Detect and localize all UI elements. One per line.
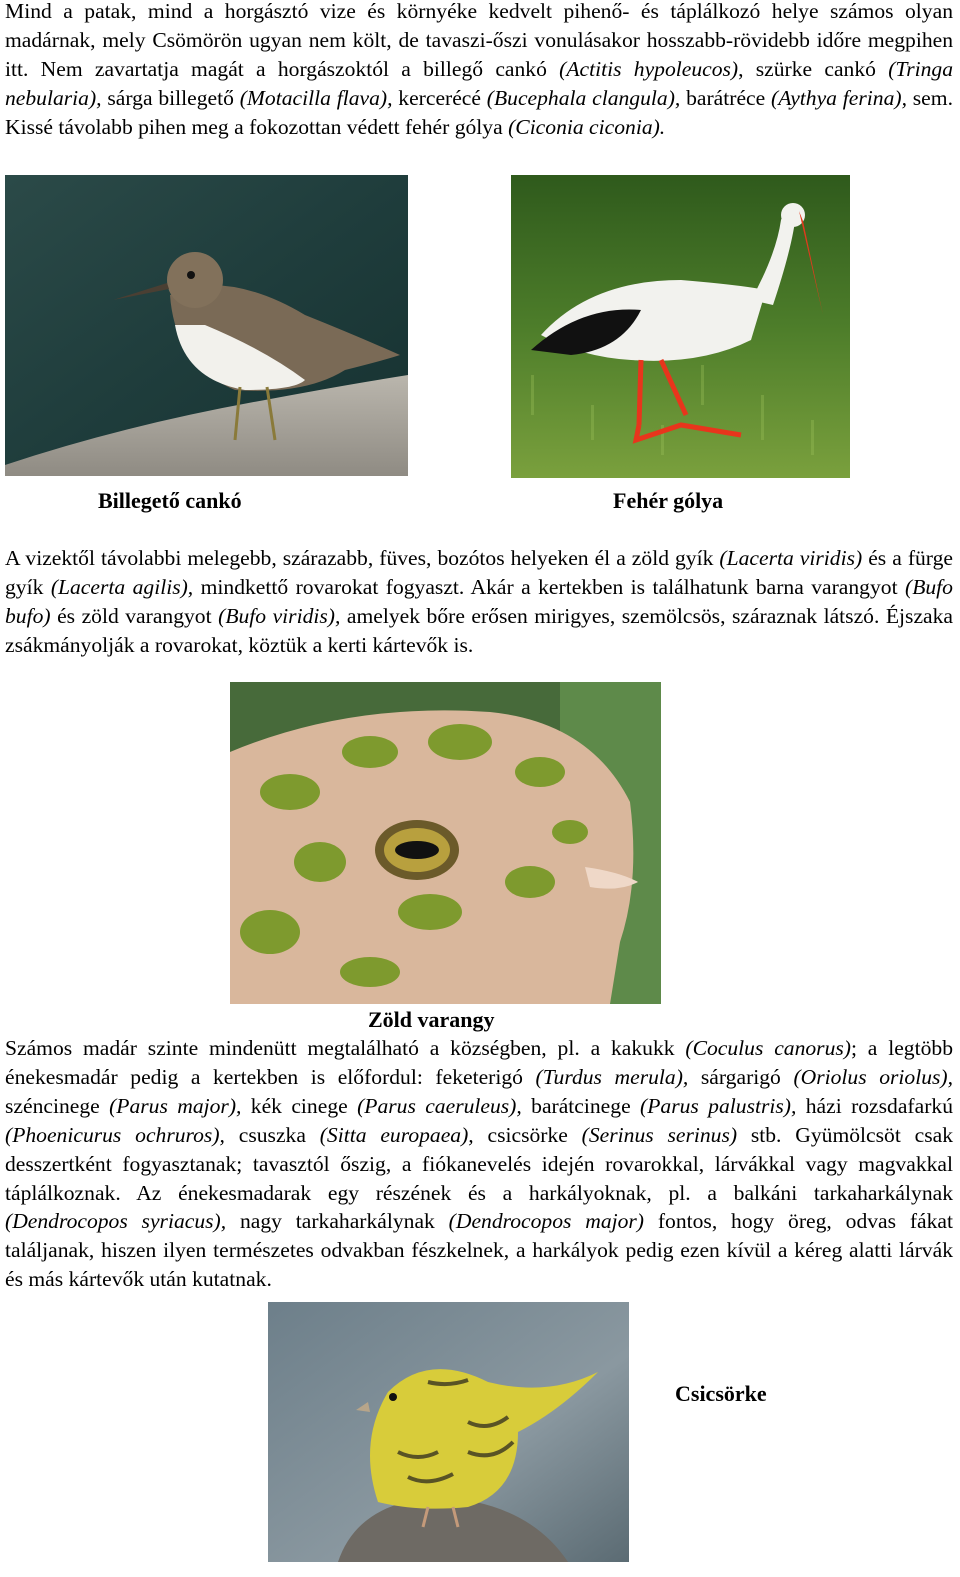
scientific-name: (Actitis hypoleucos) <box>559 56 739 81</box>
scientific-name: (Tringa nebularia), <box>5 56 953 110</box>
scientific-name: (Dendrocopos major) <box>448 1209 645 1234</box>
scientific-name: (Bucephala clangula), <box>486 85 681 110</box>
text-run: Mind a patak, mind a horgásztó vize és környéke kedvelt pihenő- és táplálkozó helye számos olyan madárnak, mely Csömörön ugyan nem költ, de tavaszi-őszi vonulásakor hosszabb-rövidebb időre megpihen itt. Nem zavartatja magát a horgászoktól a billegő cankó <box>5 0 953 81</box>
songbird-paragraph <box>5 1034 953 1294</box>
reptile-paragraph <box>5 544 953 660</box>
serin-caption: Csicsörke <box>675 1381 767 1406</box>
scientific-name: (Motacilla flava), <box>239 85 393 110</box>
serin-photo <box>268 1302 629 1562</box>
text-run: és zöld varangyot <box>50 603 219 628</box>
scientific-name: (Parus major), <box>109 1093 242 1118</box>
scientific-name: (Parus palustris), <box>640 1093 797 1118</box>
text-run: csuszka <box>224 1122 320 1147</box>
text-run: sárga billegető <box>101 85 240 110</box>
toad-caption: Zöld varangy <box>368 1007 495 1032</box>
stork-photo <box>511 175 850 478</box>
scientific-name: (Turdus merula), <box>535 1064 689 1089</box>
text-run: csicsörke <box>473 1122 582 1147</box>
scientific-name: (Lacerta agilis), <box>50 574 194 599</box>
toad-photo <box>230 682 661 1004</box>
stork-caption: Fehér gólya <box>613 488 724 513</box>
scientific-name: (Lacerta viridis) <box>719 546 863 570</box>
text-run: sárgarigó <box>688 1064 794 1089</box>
text-run: kercerécé <box>392 85 487 110</box>
scientific-name: (Ciconia ciconia). <box>508 114 666 139</box>
text-run: és a fürge gyík <box>5 546 953 599</box>
sandpiper-photo <box>5 175 408 476</box>
scientific-name: (Coculus canorus) <box>685 1036 851 1060</box>
scientific-name: (Oriolus oriolus), <box>793 1064 953 1089</box>
text-run: A vizektől távolabbi melegebb, szárazabb, füves, bozótos helyeken él a zöld gyík <box>5 546 720 570</box>
text-run: házi rozsdafarkú <box>796 1093 953 1118</box>
scientific-name: (Bufo bufo) <box>5 574 953 628</box>
text-run: ; a legtöbb énekesmadár pedig a kertekben is előfordul: feketerigó <box>5 1036 953 1089</box>
text-run: nagy tarkaharkálynak <box>226 1209 449 1234</box>
scientific-name: (Aythya ferina), <box>771 85 907 110</box>
text-run: barátréce <box>680 85 772 110</box>
text-run: amelyek bőre erősen mirigyes, szemölcsös, száraznak látszó. Éjszaka zsákmányolják a rovarokat, köztük a kerti kártevők is. <box>5 603 954 657</box>
text-run: kék cinege <box>241 1093 358 1118</box>
sandpiper-caption: Billegető cankó <box>98 488 242 513</box>
text-run: sem. Kissé távolabb pihen meg a fokozottan védett fehér gólya <box>5 85 953 139</box>
intro-paragraph <box>5 0 953 142</box>
scientific-name: (Bufo viridis), <box>218 603 341 628</box>
text-run: , szürke cankó <box>738 56 889 81</box>
text-run: Számos madár szinte mindenütt megtalálható a községben, pl. a kakukk <box>5 1036 686 1060</box>
text-run: stb. Gyümölcsöt csak desszertként fogyasztanak; tavasztól őszig, a fiókanevelés idején rovarokkal, lárvákkal vagy magvakkal táplálkoznak. Az énekesmadarak egy részének és a harkályoknak, pl. a balkáni tarkaharkálynak <box>5 1122 954 1205</box>
text-run: széncinege <box>5 1093 110 1118</box>
scientific-name: (Phoenicurus ochruros), <box>5 1122 225 1147</box>
scientific-name: (Serinus serinus) <box>581 1122 738 1147</box>
text-run: mindkettő rovarokat fogyaszt. Akár a kertekben is találhatunk barna varangyot <box>193 574 905 599</box>
scientific-name: (Dendrocopos syriacus), <box>5 1209 227 1234</box>
scientific-name: (Sitta europaea), <box>319 1122 474 1147</box>
text-run: barátcinege <box>521 1093 641 1118</box>
text-run: fontos, hogy öreg, odvas fákat találjanak, hiszen ilyen természetes odvakban fészkelnek, a harkályok pedig ezen kívül a kéreg alatti lárvák és más kártevők után kutatnak. <box>5 1209 953 1292</box>
scientific-name: (Parus caeruleus), <box>357 1093 522 1118</box>
